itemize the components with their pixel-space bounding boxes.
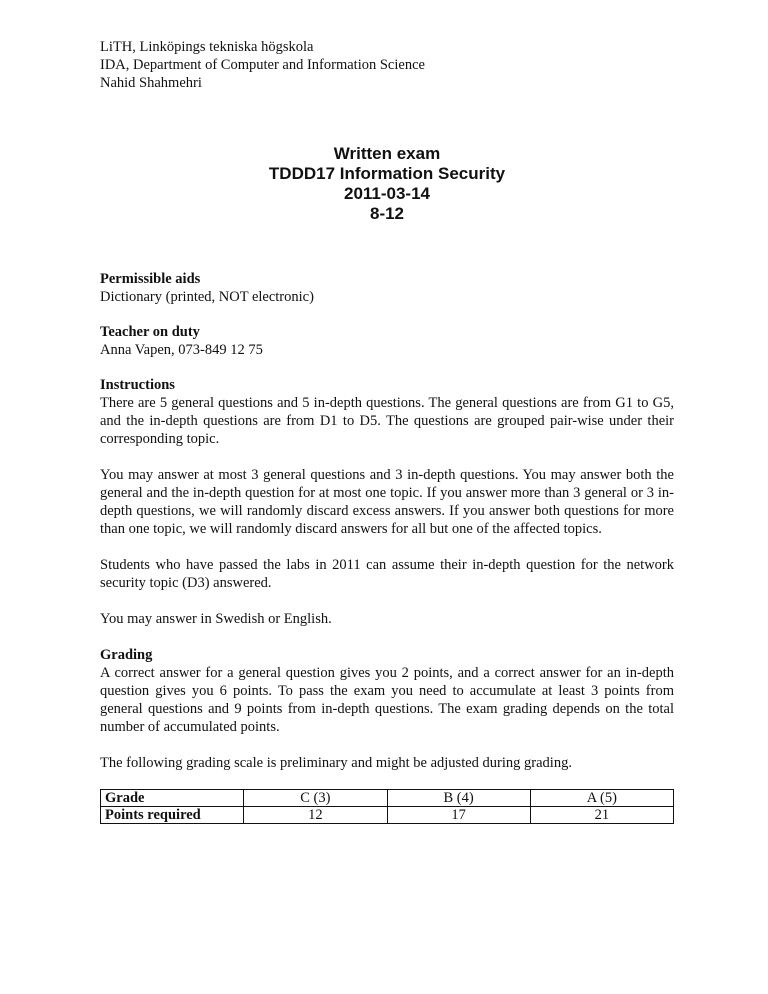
grade-cell: B (4) [387,790,530,807]
grading-table [100,789,674,824]
teacher-heading: Teacher on duty [100,324,200,340]
points-cell: 17 [387,807,530,824]
points-cell: 21 [530,807,673,824]
grade-row [101,790,674,807]
exam-page [100,38,674,824]
instructions-paragraph-1: There are 5 general questions and 5 in-depth questions. The general questions are from G1 to G5, and the in-depth questions are from D1 to D5. The questions are grouped pair-wise under their corresponding topic. [100,395,674,447]
grading-paragraph-2: The following grading scale is preliminary and might be adjusted during grading. [100,755,572,771]
grade-row-label: Grade [101,790,244,807]
points-cell: 12 [244,807,387,824]
grading-heading: Grading [100,647,153,663]
instructions-paragraph-3: Students who have passed the labs in 2011 can assume their in-depth question for the network security topic (D3) answered. [100,557,674,591]
points-row-label: Points required [101,807,244,824]
aids-heading: Permissible aids [100,271,201,287]
grading-paragraph-1: A correct answer for a general question gives you 2 points, and a correct answer for an in-depth question gives you 6 points. To pass the exam you need to accumulate at least 3 points from general questions and 9 points from in-depth questions. The exam grading depends on the total number of accumulated points. [100,665,674,735]
author-name: Nahid Shahmehri [100,75,202,91]
aids-section [100,270,674,306]
grade-cell: A (5) [530,790,673,807]
department-name: IDA, Department of Computer and Information Science [100,57,425,73]
exam-title-block [100,144,674,224]
course-title: TDDD17 Information Security [268,164,506,183]
instructions-paragraph-2: You may answer at most 3 general questions and 3 in-depth questions. You may answer both the general and the in-depth question for at most one topic. If you answer more than 3 general or 3 in-depth questions, we will randomly discard excess answers. If you answer both questions for more than one topic, we will randomly discard answers for all but one of the affected topics. [100,467,674,537]
exam-date: 2011-03-14 [343,184,431,203]
instructions-section [100,376,674,628]
instructions-heading: Instructions [100,377,175,393]
grading-section [100,646,674,824]
grade-cell: C (3) [244,790,387,807]
university-name: LiTH, Linköpings tekniska högskola [100,39,314,55]
exam-time: 8-12 [369,204,405,223]
teacher-text: Anna Vapen, 073-849 12 75 [100,342,263,358]
exam-title: Written exam [333,144,441,163]
teacher-section [100,323,674,359]
instructions-paragraph-4: You may answer in Swedish or English. [100,611,332,627]
points-row [101,807,674,824]
aids-text: Dictionary (printed, NOT electronic) [100,289,314,305]
header-block [100,38,674,92]
